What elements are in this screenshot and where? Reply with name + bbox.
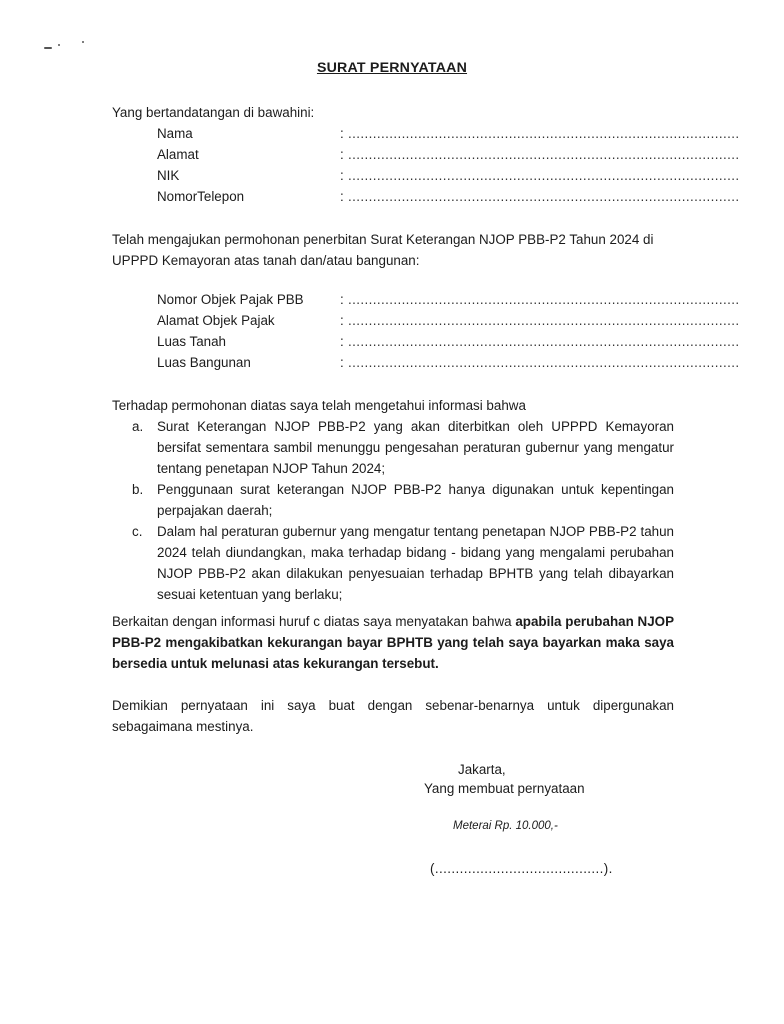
list-marker: a.: [132, 419, 144, 434]
field-label: Alamat: [157, 147, 199, 162]
field-label: NomorTelepon: [157, 189, 245, 204]
intro-text: Yang bertandatangan di bawahini:: [112, 105, 315, 120]
field-colon: :: [340, 292, 344, 307]
field-label: Alamat Objek Pajak: [157, 313, 275, 328]
field-blank: ...............................................................................................: [348, 147, 740, 162]
list-item-text: Dalam hal peraturan gubernur yang mengatur tentang penetapan NJOP PBB-P2 tahun 2024 telah diundangkan, maka terhadap bidang - bidang yang mengalami perubahan NJOP PBB-P2 akan dilakukan penyesuaian terhadap BPHTB yang telah dibayarkan sesuai ketentuan yang berlaku;: [157, 524, 674, 602]
info-item-b: [112, 479, 674, 521]
field-nik: [157, 165, 740, 186]
scan-speck: [82, 41, 84, 43]
field-colon: :: [340, 313, 344, 328]
field-blank: ...............................................................................................: [348, 189, 740, 204]
scan-speck: [44, 47, 52, 49]
field-blank: ...............................................................................................: [348, 355, 740, 370]
field-label: Luas Bangunan: [157, 355, 251, 370]
field-colon: :: [340, 168, 344, 183]
field-colon: :: [340, 147, 344, 162]
field-nomor-telepon: [157, 186, 740, 207]
application-line-1: Telah mengajukan permohonan penerbitan Surat Keterangan NJOP PBB-P2 Tahun 2024 di: [112, 232, 654, 247]
field-colon: :: [340, 334, 344, 349]
field-label: Nomor Objek Pajak PBB: [157, 292, 304, 307]
field-blank: ...............................................................................................: [348, 292, 740, 307]
info-item-c: [112, 521, 674, 605]
field-alamat: [157, 144, 740, 165]
statement-normal-text: Berkaitan dengan informasi huruf c diatas saya menyatakan bahwa: [112, 614, 516, 629]
scan-speck: [58, 44, 60, 46]
field-label: Nama: [157, 126, 193, 141]
field-luas-bangunan: [157, 352, 740, 373]
field-blank: ...............................................................................................: [348, 168, 740, 183]
field-nama: [157, 123, 740, 144]
field-colon: :: [340, 355, 344, 370]
field-nomor-objek-pajak: [157, 289, 740, 310]
signer-name-blank: (.........................................).: [430, 861, 613, 876]
list-marker: c.: [132, 524, 143, 539]
field-luas-tanah: [157, 331, 740, 352]
statement-bold-text: apabila perubahan NJOP PBB-P2 mengakibatkan kekurangan bayar BPHTB yang telah saya bayarkan maka saya bersedia untuk melunasi atas kekurangan tersebut.: [112, 614, 675, 671]
list-item-text: Surat Keterangan NJOP PBB-P2 yang akan diterbitkan oleh UPPPD Kemayoran bersifat sementara sambil menunggu pengesahan peraturan gubernur yang mengatur tentang penetapan NJOP Tahun 2024;: [157, 419, 674, 476]
statement-paragraph: [112, 611, 674, 674]
meterai-stamp-label: Meterai Rp. 10.000,-: [453, 820, 558, 832]
field-blank: ...............................................................................................: [348, 313, 740, 328]
field-blank: ...............................................................................................: [348, 334, 740, 349]
info-item-a: [112, 416, 674, 479]
signer-caption: Yang membuat pernyataan: [424, 781, 585, 796]
document-title: SURAT PERNYATAAN: [316, 60, 468, 76]
info-intro: Terhadap permohonan diatas saya telah mengetahui informasi bahwa: [112, 398, 526, 413]
field-alamat-objek-pajak: [157, 310, 740, 331]
field-blank: ...............................................................................................: [348, 126, 740, 141]
field-label: NIK: [157, 168, 180, 183]
field-colon: :: [340, 126, 344, 141]
signature-place: Jakarta,: [458, 762, 506, 777]
list-item-text: Penggunaan surat keterangan NJOP PBB-P2 hanya digunakan untuk kepentingan perpajakan daerah;: [157, 482, 674, 518]
field-label: Luas Tanah: [157, 334, 226, 349]
closing-paragraph: Demikian pernyataan ini saya buat dengan sebenar-benarnya untuk dipergunakan sebagaimana mestinya.: [112, 698, 674, 734]
application-line-2: UPPPD Kemayoran atas tanah dan/atau bangunan:: [112, 253, 420, 268]
list-marker: b.: [132, 482, 144, 497]
field-colon: :: [340, 189, 344, 204]
